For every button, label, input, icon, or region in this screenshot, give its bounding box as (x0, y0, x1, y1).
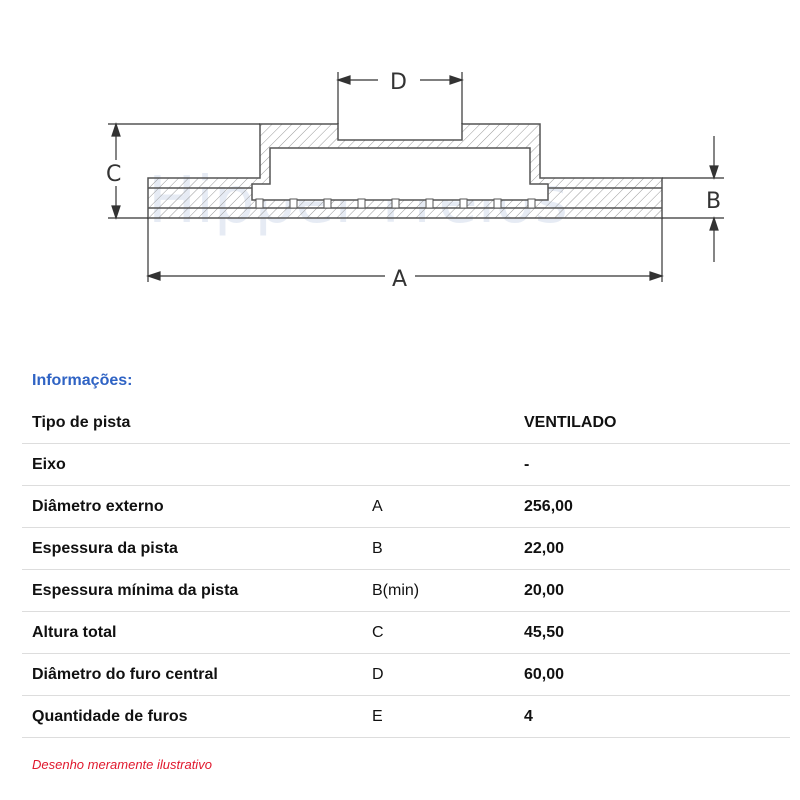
row-label: Tipo de pista (32, 414, 131, 431)
table-row (22, 654, 790, 696)
info-heading: Informações: (32, 372, 133, 389)
row-value: VENTILADO (524, 414, 617, 431)
row-value: 45,50 (524, 624, 565, 641)
label-a: A (392, 267, 408, 292)
row-code: E (372, 708, 383, 725)
label-d: D (390, 70, 407, 95)
row-label: Diâmetro do furo central (32, 666, 218, 683)
table-row (22, 528, 790, 570)
label-c: C (106, 162, 122, 187)
table-row (22, 570, 790, 612)
row-label: Eixo (32, 456, 66, 473)
row-label: Espessura mínima da pista (32, 582, 239, 599)
row-value: 22,00 (524, 540, 565, 557)
table-row (22, 402, 790, 444)
disclaimer-note: Desenho meramente ilustrativo (32, 757, 212, 772)
row-code: D (372, 666, 384, 683)
row-label: Altura total (32, 624, 117, 641)
label-b: B (706, 189, 722, 214)
table-row (22, 486, 790, 528)
row-label: Quantidade de furos (32, 708, 188, 725)
row-value: 256,00 (524, 498, 573, 515)
row-value: - (524, 456, 530, 473)
row-value: 60,00 (524, 666, 565, 683)
spec-table (22, 402, 790, 738)
row-value: 4 (524, 708, 533, 725)
row-value: 20,00 (524, 582, 565, 599)
row-code: C (372, 624, 384, 641)
row-code: B (372, 540, 383, 557)
row-code: A (372, 498, 383, 515)
row-label: Espessura da pista (32, 540, 178, 557)
brake-disc-drawing (0, 0, 800, 330)
table-row (22, 444, 790, 486)
table-row (22, 612, 790, 654)
table-row (22, 696, 790, 738)
row-code: B(min) (372, 582, 420, 599)
row-label: Diâmetro externo (32, 498, 164, 515)
